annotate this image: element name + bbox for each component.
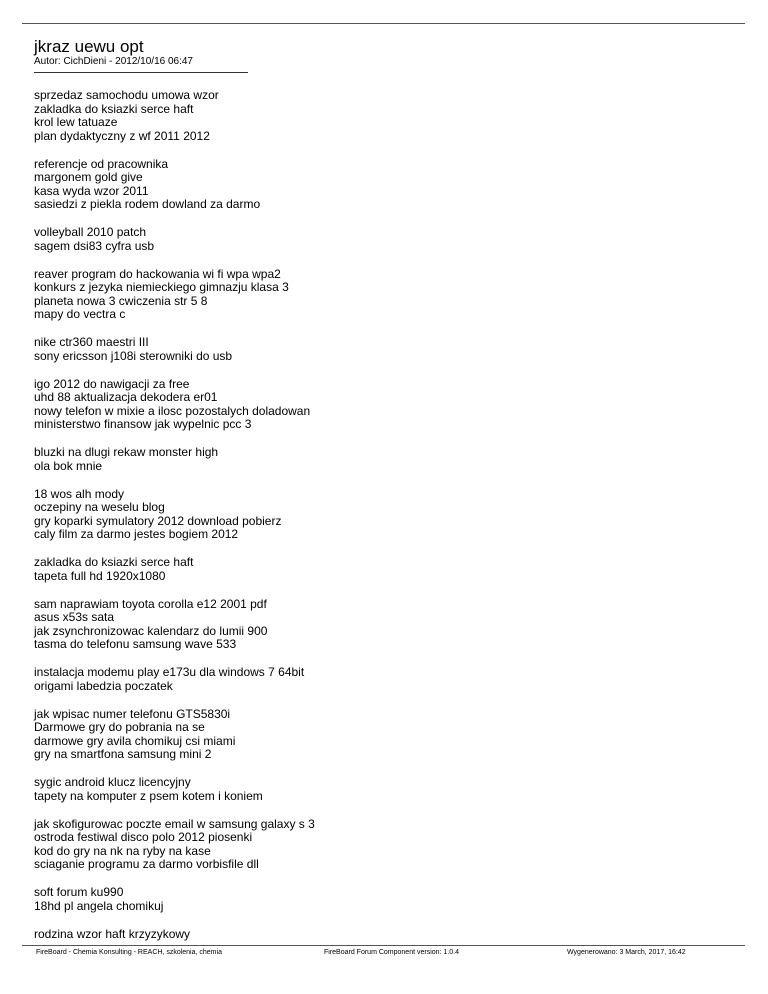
text-line: margonem gold give <box>34 170 143 184</box>
text-block <box>34 708 734 762</box>
text-line: jak wpisac numer telefonu GTS5830i <box>34 706 231 721</box>
text-block <box>34 446 734 473</box>
text-line: bluzki na dlugi rekaw monster high <box>34 445 219 459</box>
text-line: sam naprawiam toyota corolla e12 2001 pdf <box>34 596 267 611</box>
text-line: origami labedzia poczatek <box>34 678 173 693</box>
post-body <box>34 89 734 956</box>
text-line: caly film za darmo jestes bogiem 2012 <box>34 527 239 541</box>
text-line: tapeta full hd 1920x1080 <box>34 568 166 583</box>
text-line: ola bok mnie <box>34 458 103 473</box>
footer-version: FireBoard Forum Component version: 1.0.4 <box>324 949 460 956</box>
text-block <box>34 886 734 913</box>
text-line: ostroda festiwal disco polo 2012 piosenki <box>34 830 253 844</box>
text-line: sony ericsson j108i sterowniki do usb <box>34 348 233 363</box>
text-line: igo 2012 do nawigacji za free <box>34 376 190 391</box>
footer-generated: Wygenerowano: 3 March, 2017, 16:42 <box>567 949 686 956</box>
text-block <box>34 598 734 652</box>
top-divider <box>22 23 745 24</box>
text-line: zakladka do ksiazki serce haft <box>34 101 194 116</box>
text-line: tasma do telefonu samsung wave 533 <box>34 637 237 651</box>
text-line: kod do gry na nk na ryby na kase <box>34 843 211 858</box>
text-line: kasa wyda wzor 2011 <box>34 183 149 198</box>
text-block <box>34 666 734 693</box>
text-line: referencje od pracownika <box>34 156 169 171</box>
text-line: ministerstwo finansow jak wypelnic pcc 3 <box>34 417 252 431</box>
text-line: konkurs z jezyka niemieckiego gimnazju klasa 3 <box>34 280 289 294</box>
text-block <box>34 336 734 363</box>
text-line: sasiedzi z piekla rodem dowland za darmo <box>34 197 261 211</box>
post-title: jkraz uewu opt <box>34 37 144 56</box>
text-block <box>34 89 734 143</box>
text-line: uhd 88 aktualizacja dekodera er01 <box>34 390 218 404</box>
text-block <box>34 818 734 872</box>
text-line: planeta nowa 3 cwiczenia str 5 8 <box>34 293 208 308</box>
meta-divider <box>34 72 248 73</box>
text-block <box>34 378 734 432</box>
text-line: soft forum ku990 <box>34 885 124 899</box>
text-line: nike ctr360 maestri III <box>34 335 149 349</box>
text-line: gry koparki symulatory 2012 download pobierz <box>34 513 282 528</box>
text-line: sagem dsi83 cyfra usb <box>34 238 155 253</box>
post-header <box>34 38 193 67</box>
text-line: jak zsynchronizowac kalendarz do lumii 900 <box>34 623 268 638</box>
text-line: sygic android klucz licencyjny <box>34 775 191 789</box>
text-line: plan dydaktyczny z wf 2011 2012 <box>34 128 210 143</box>
text-block <box>34 928 734 942</box>
text-line: gry na smartfona samsung mini 2 <box>34 747 212 761</box>
text-line: zakladka do ksiazki serce haft <box>34 555 194 569</box>
text-block <box>34 556 734 583</box>
text-line: nowy telefon w mixie a ilosc pozostalych doladowan <box>34 403 311 418</box>
text-line: mapy do vectra c <box>34 307 126 321</box>
text-line: Darmowe gry do pobrania na se <box>34 720 205 734</box>
text-line: rodzina wzor haft krzyzykowy <box>34 926 191 941</box>
text-block <box>34 226 734 253</box>
text-line: krol lew tatuaze <box>34 115 118 129</box>
text-line: volleyball 2010 patch <box>34 225 147 239</box>
text-line: 18hd pl angela chomikuj <box>34 898 164 913</box>
text-line: sprzedaz samochodu umowa wzor <box>34 88 219 102</box>
text-line: sciaganie programu za darmo vorbisfile dll <box>34 857 259 871</box>
post-meta: Autor: CichDieni - 2012/10/16 06:47 <box>34 56 193 67</box>
text-line: jak skofigurowac poczte email w samsung galaxy s 3 <box>34 816 315 831</box>
footer-site: FireBoard - Chemia Konsulting - REACH, szkolenia, chemia <box>36 949 222 956</box>
text-line: 18 wos alh mody <box>34 486 125 501</box>
text-line: tapety na komputer z psem kotem i koniem <box>34 788 263 803</box>
text-block <box>34 158 734 212</box>
text-block <box>34 268 734 322</box>
text-line: instalacja modemu play e173u dla windows 7 64bit <box>34 665 305 679</box>
text-line: darmowe gry avila chomikuj csi miami <box>34 733 236 748</box>
text-block <box>34 488 734 542</box>
text-line: reaver program do hackowania wi fi wpa wpa2 <box>34 266 281 281</box>
text-line: asus x53s sata <box>34 610 115 624</box>
text-block <box>34 776 734 803</box>
text-line: oczepiny na weselu blog <box>34 500 165 514</box>
bottom-divider <box>22 945 745 946</box>
